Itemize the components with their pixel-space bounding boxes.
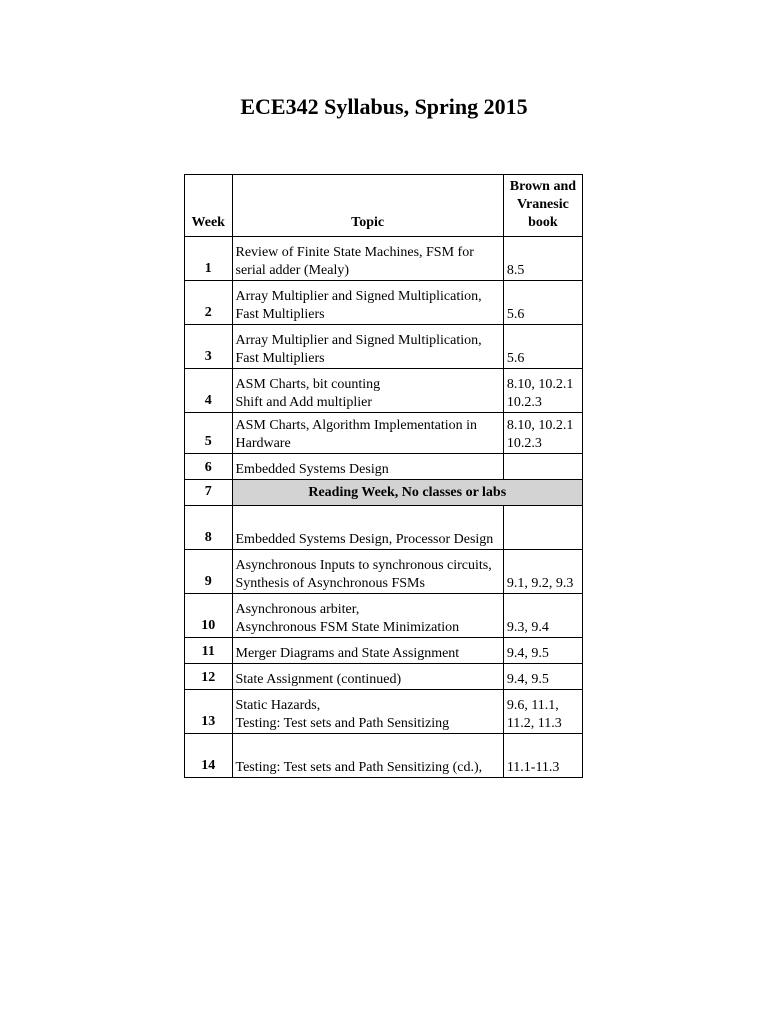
book-section-cell: 11.1-11.3: [503, 734, 582, 778]
page-title: ECE342 Syllabus, Spring 2015: [240, 94, 528, 119]
book-section-cell: 8.10, 10.2.1 10.2.3: [503, 413, 582, 454]
reading-week-note: Reading Week, No classes or labs: [232, 480, 583, 506]
topic-cell: Array Multiplier and Signed Multiplication, Fast Multipliers: [232, 325, 503, 369]
book-section-cell: [503, 454, 582, 480]
topic-cell: Embedded Systems Design: [232, 454, 503, 480]
book-section-cell: 9.1, 9.2, 9.3: [503, 550, 582, 594]
week-number: 5: [185, 413, 233, 454]
table-row: [185, 237, 583, 281]
topic-cell: Static Hazards, Testing: Test sets and Path Sensitizing: [232, 690, 503, 734]
header-week: Week: [185, 175, 233, 237]
week-number: 11: [185, 638, 233, 664]
book-section-cell: 9.3, 9.4: [503, 594, 582, 638]
syllabus-table: [184, 174, 583, 778]
topic-cell: ASM Charts, bit counting Shift and Add multiplier: [232, 369, 503, 413]
table-row: [185, 594, 583, 638]
table-row: [185, 281, 583, 325]
topic-cell: ASM Charts, Algorithm Implementation in Hardware: [232, 413, 503, 454]
week-number: 8: [185, 506, 233, 550]
week-number: 1: [185, 237, 233, 281]
week-number: 13: [185, 690, 233, 734]
topic-cell: Asynchronous Inputs to synchronous circuits, Synthesis of Asynchronous FSMs: [232, 550, 503, 594]
table-row: [185, 480, 583, 506]
table-row: [185, 690, 583, 734]
week-number: 6: [185, 454, 233, 480]
table-row: [185, 369, 583, 413]
table-row: [185, 664, 583, 690]
table-row: [185, 734, 583, 778]
header-book: Brown and Vranesic book: [503, 175, 582, 237]
topic-cell: State Assignment (continued): [232, 664, 503, 690]
book-section-cell: 9.6, 11.1, 11.2, 11.3: [503, 690, 582, 734]
table-row: [185, 413, 583, 454]
header-topic: Topic: [232, 175, 503, 237]
book-section-cell: 5.6: [503, 325, 582, 369]
topic-cell: Embedded Systems Design, Processor Design: [232, 506, 503, 550]
table-row: [185, 506, 583, 550]
book-section-cell: [503, 506, 582, 550]
week-number: 4: [185, 369, 233, 413]
table-row: [185, 454, 583, 480]
topic-cell: Merger Diagrams and State Assignment: [232, 638, 503, 664]
week-number: 9: [185, 550, 233, 594]
book-section-cell: 5.6: [503, 281, 582, 325]
table-header-row: [185, 175, 583, 237]
book-section-cell: 9.4, 9.5: [503, 664, 582, 690]
book-section-cell: 8.10, 10.2.1 10.2.3: [503, 369, 582, 413]
topic-cell: Asynchronous arbiter, Asynchronous FSM State Minimization: [232, 594, 503, 638]
table-row: [185, 550, 583, 594]
week-number: 2: [185, 281, 233, 325]
topic-cell: Testing: Test sets and Path Sensitizing (cd.),: [232, 734, 503, 778]
table-row: [185, 325, 583, 369]
week-number: 14: [185, 734, 233, 778]
week-number: 7: [185, 480, 233, 506]
topic-cell: Array Multiplier and Signed Multiplication, Fast Multipliers: [232, 281, 503, 325]
topic-cell: Review of Finite State Machines, FSM for serial adder (Mealy): [232, 237, 503, 281]
book-section-cell: 8.5: [503, 237, 582, 281]
table-row: [185, 638, 583, 664]
week-number: 10: [185, 594, 233, 638]
week-number: 12: [185, 664, 233, 690]
week-number: 3: [185, 325, 233, 369]
book-section-cell: 9.4, 9.5: [503, 638, 582, 664]
